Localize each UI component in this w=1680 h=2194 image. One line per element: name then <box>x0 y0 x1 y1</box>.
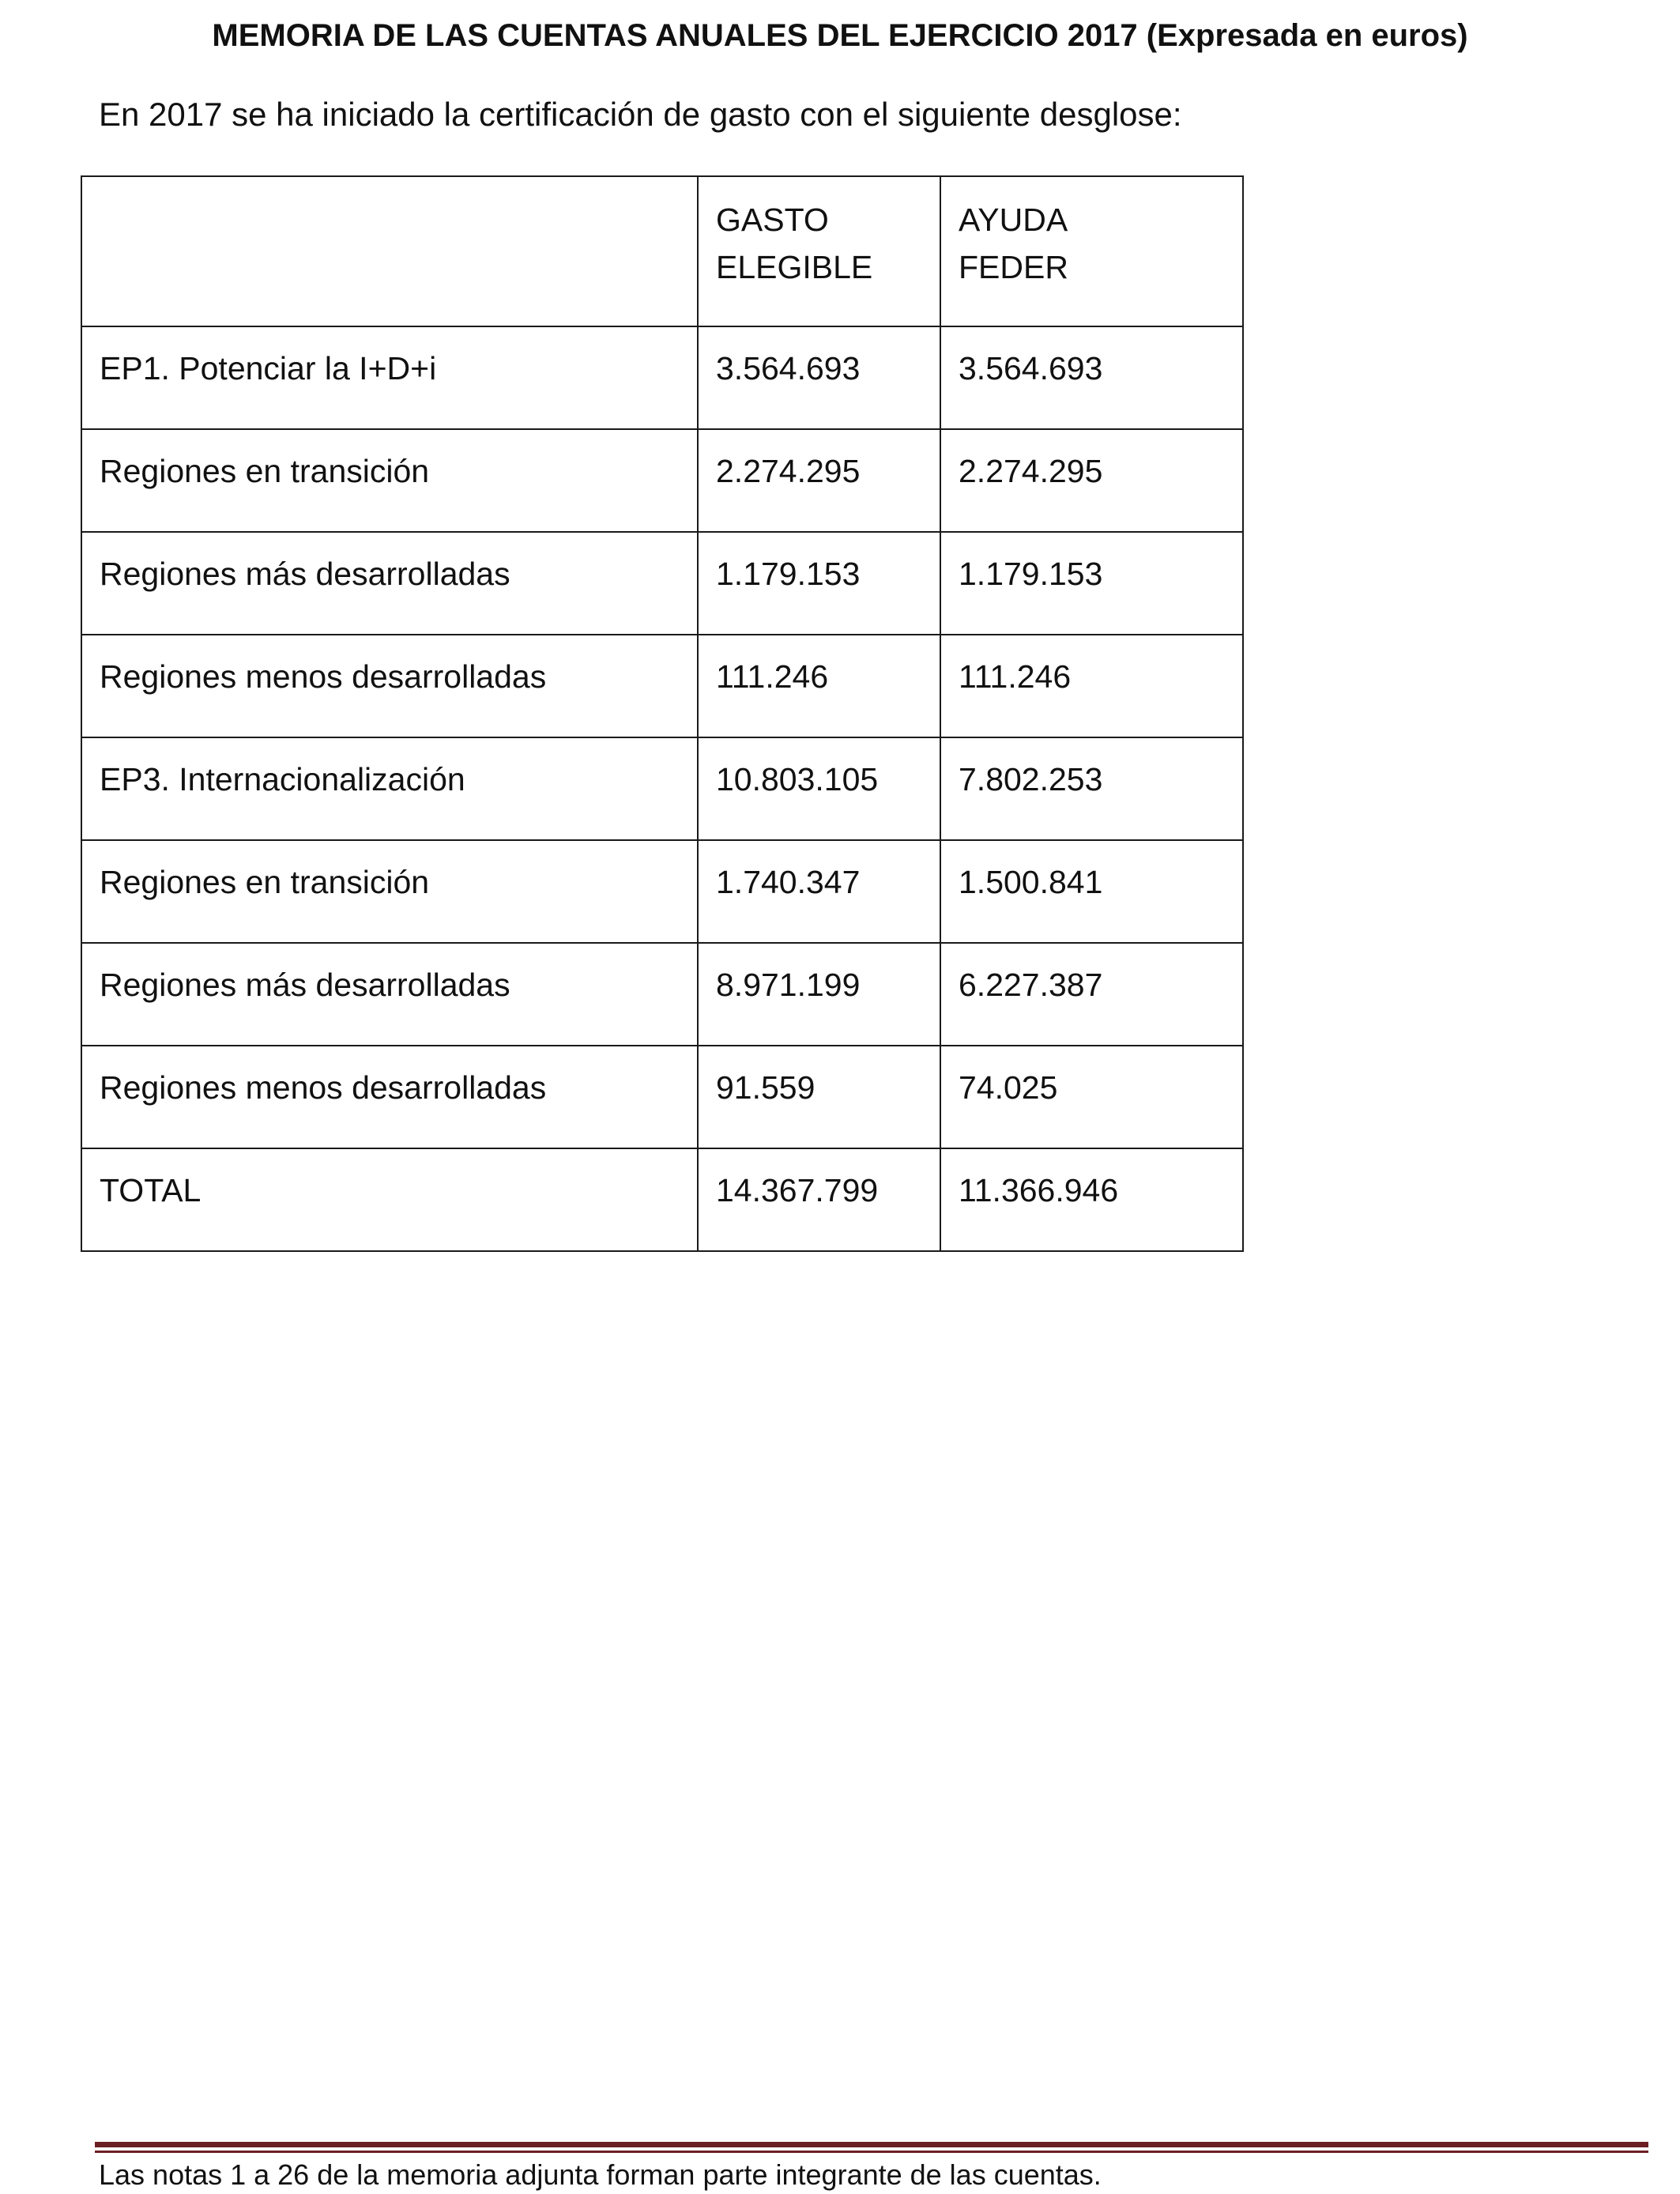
table-row <box>81 532 1243 635</box>
header-gasto-line1: GASTO <box>716 202 829 238</box>
header-ayuda-feder <box>940 176 1243 326</box>
gasto-elegible-cell: 14.367.799 <box>698 1148 940 1251</box>
row-label-cell: Regiones en transición <box>81 429 698 532</box>
footer-note: Las notas 1 a 26 de la memoria adjunta forman parte integrante de las cuentas. <box>99 2158 1102 2191</box>
table-row <box>81 943 1243 1046</box>
gasto-elegible-cell: 3.564.693 <box>698 326 940 429</box>
footer-rule-thick <box>95 2142 1648 2147</box>
row-label-cell: Regiones más desarrolladas <box>81 943 698 1046</box>
table-header-row <box>81 176 1243 326</box>
ayuda-feder-cell: 1.179.153 <box>940 532 1243 635</box>
table-row <box>81 840 1243 943</box>
footer-rule-thin <box>95 2151 1648 2153</box>
header-ayuda-line2: FEDER <box>959 249 1068 285</box>
table-row <box>81 1148 1243 1251</box>
header-ayuda-line1: AYUDA <box>959 202 1068 238</box>
gasto-elegible-cell: 1.179.153 <box>698 532 940 635</box>
header-gasto-elegible <box>698 176 940 326</box>
gasto-elegible-cell: 111.246 <box>698 635 940 737</box>
ayuda-feder-cell: 111.246 <box>940 635 1243 737</box>
ayuda-feder-cell: 1.500.841 <box>940 840 1243 943</box>
row-label-cell: Regiones más desarrolladas <box>81 532 698 635</box>
table-row <box>81 429 1243 532</box>
gasto-elegible-cell: 1.740.347 <box>698 840 940 943</box>
row-label-cell: Regiones en transición <box>81 840 698 943</box>
table-row <box>81 737 1243 840</box>
gasto-elegible-cell: 91.559 <box>698 1046 940 1148</box>
row-label-cell: TOTAL <box>81 1148 698 1251</box>
header-label-cell <box>81 176 698 326</box>
gasto-elegible-cell: 2.274.295 <box>698 429 940 532</box>
document-title: MEMORIA DE LAS CUENTAS ANUALES DEL EJERCICIO 2017 (Expresada en euros) <box>212 18 1468 53</box>
ayuda-feder-cell: 7.802.253 <box>940 737 1243 840</box>
ayuda-feder-cell: 6.227.387 <box>940 943 1243 1046</box>
gasto-elegible-cell: 8.971.199 <box>698 943 940 1046</box>
table-row <box>81 326 1243 429</box>
row-label-cell: Regiones menos desarrolladas <box>81 635 698 737</box>
header-gasto-line2: ELEGIBLE <box>716 249 873 285</box>
expense-breakdown-table <box>81 175 1244 1252</box>
table-row <box>81 635 1243 737</box>
ayuda-feder-cell: 11.366.946 <box>940 1148 1243 1251</box>
table-body <box>81 326 1243 1251</box>
ayuda-feder-cell: 2.274.295 <box>940 429 1243 532</box>
row-label-cell: EP1. Potenciar la I+D+i <box>81 326 698 429</box>
intro-paragraph: En 2017 se ha iniciado la certificación de gasto con el siguiente desglose: <box>99 96 1182 133</box>
row-label-cell: EP3. Internacionalización <box>81 737 698 840</box>
ayuda-feder-cell: 74.025 <box>940 1046 1243 1148</box>
gasto-elegible-cell: 10.803.105 <box>698 737 940 840</box>
row-label-cell: Regiones menos desarrolladas <box>81 1046 698 1148</box>
table-row <box>81 1046 1243 1148</box>
ayuda-feder-cell: 3.564.693 <box>940 326 1243 429</box>
